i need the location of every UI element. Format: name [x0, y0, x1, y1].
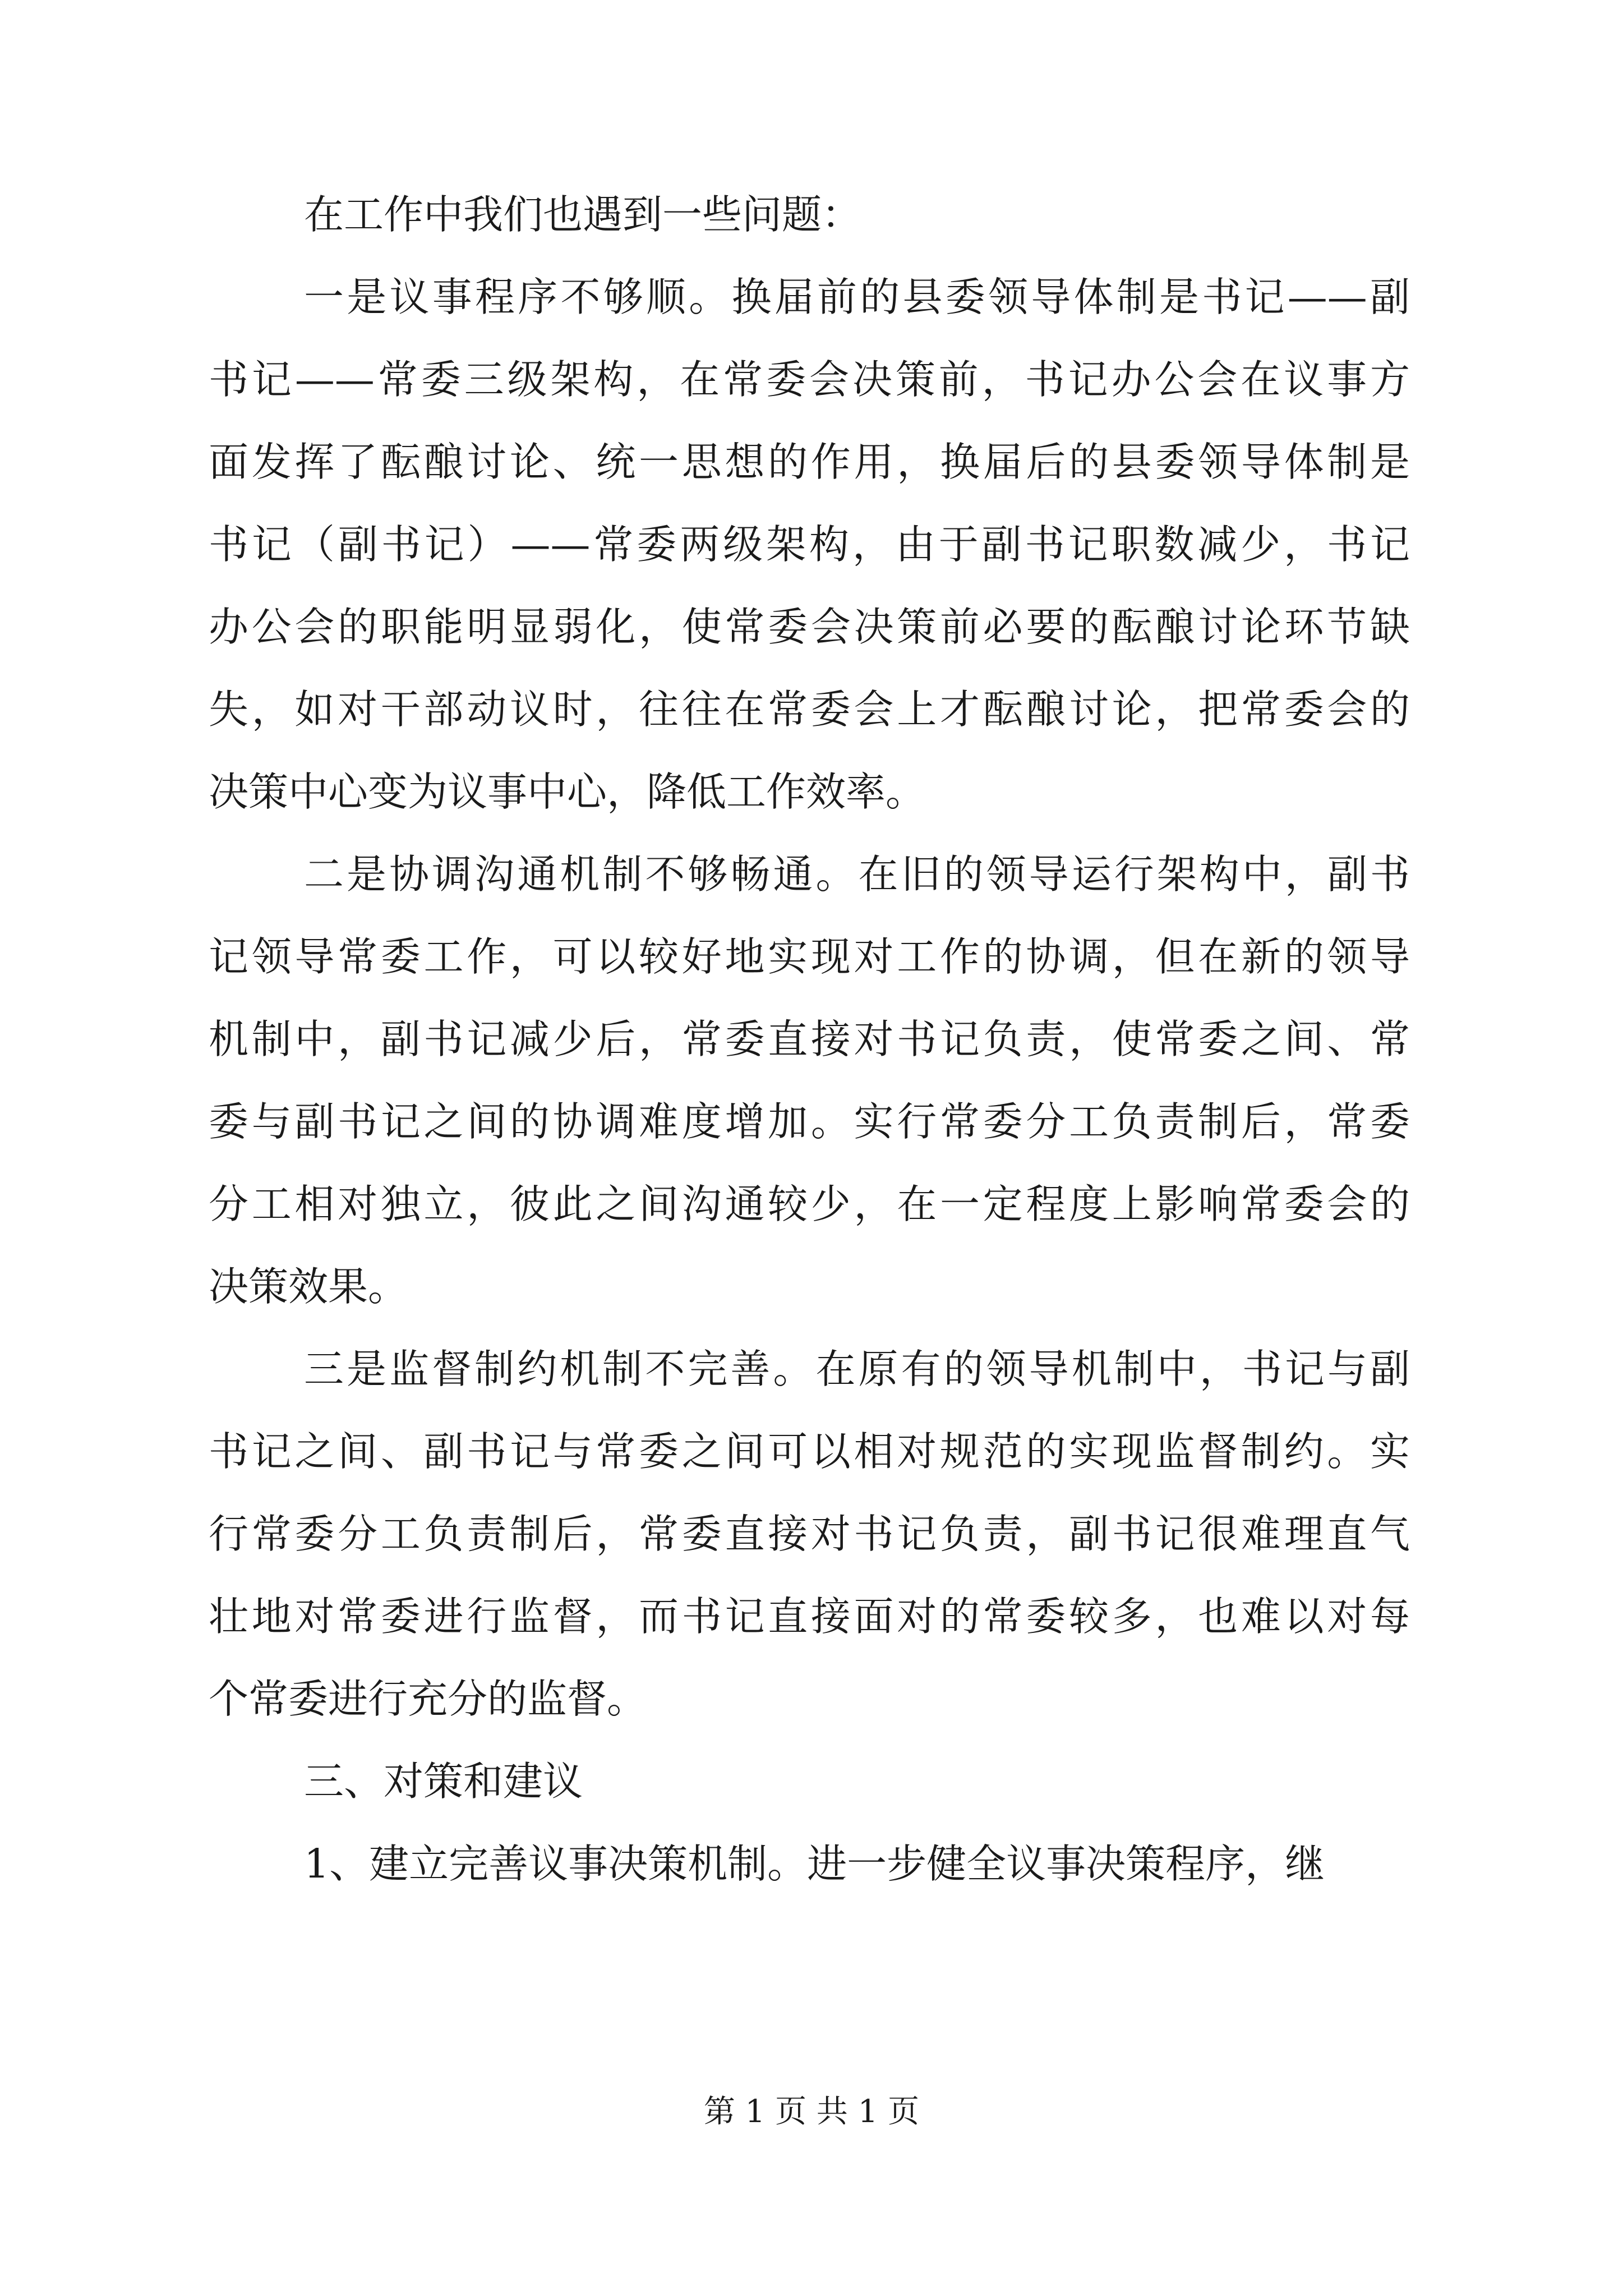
- text-line: 壮地对常委进行监督，而书记直接面对的常委较多，也难以对每: [209, 1593, 1410, 1640]
- text-line: 面发挥了酝酿讨论、统一思想的作用，换届后的县委领导体制是: [209, 439, 1410, 485]
- text-line: 个常委进行充分的监督。: [209, 1676, 647, 1722]
- text-line: 分工相对独立，彼此之间沟通较少，在一定程度上影响常委会的: [209, 1181, 1410, 1227]
- text-line: 三是监督制约机制不完善。在原有的领导机制中，书记与副: [304, 1346, 1410, 1392]
- text-line: 书记（副书记）——常委两级架构，由于副书记职数减少，书记: [209, 521, 1410, 568]
- text-line: 失，如对干部动议时，往往在常委会上才酝酿讨论，把常委会的: [209, 686, 1410, 733]
- text-line: 行常委分工负责制后，常委直接对书记负责，副书记很难理直气: [209, 1511, 1410, 1557]
- text-line: 二是协调沟通机制不够畅通。在旧的领导运行架构中，副书: [304, 851, 1410, 898]
- text-line: 记领导常委工作，可以较好地实现对工作的协调，但在新的领导: [209, 933, 1410, 980]
- page-footer: 第 1 页 共 1 页: [703, 2093, 920, 2130]
- text-line: 一是议事程序不够顺。换届前的县委领导体制是书记——副: [304, 274, 1410, 320]
- text-line: 书记之间、副书记与常委之间可以相对规范的实现监督制约。实: [209, 1428, 1410, 1475]
- text-line: 决策中心变为议事中心，降低工作效率。: [209, 769, 926, 815]
- text-line: 委与副书记之间的协调难度增加。实行常委分工负责制后，常委: [209, 1098, 1410, 1145]
- text-line: 办公会的职能明显弱化，使常委会决策前必要的酝酿讨论环节缺: [209, 604, 1410, 650]
- text-line: 决策效果。: [209, 1263, 408, 1310]
- text-line: 书记——常委三级架构，在常委会决策前，书记办公会在议事方: [209, 356, 1410, 403]
- text-line: 1、建立完善议事决策机制。进一步健全议事决策程序，继: [304, 1841, 1325, 1887]
- text-line: 三、对策和建议: [304, 1758, 583, 1805]
- text-line: 在工作中我们也遇到一些问题：: [304, 191, 862, 238]
- text-line: 机制中，副书记减少后，常委直接对书记负责，使常委之间、常: [209, 1016, 1410, 1062]
